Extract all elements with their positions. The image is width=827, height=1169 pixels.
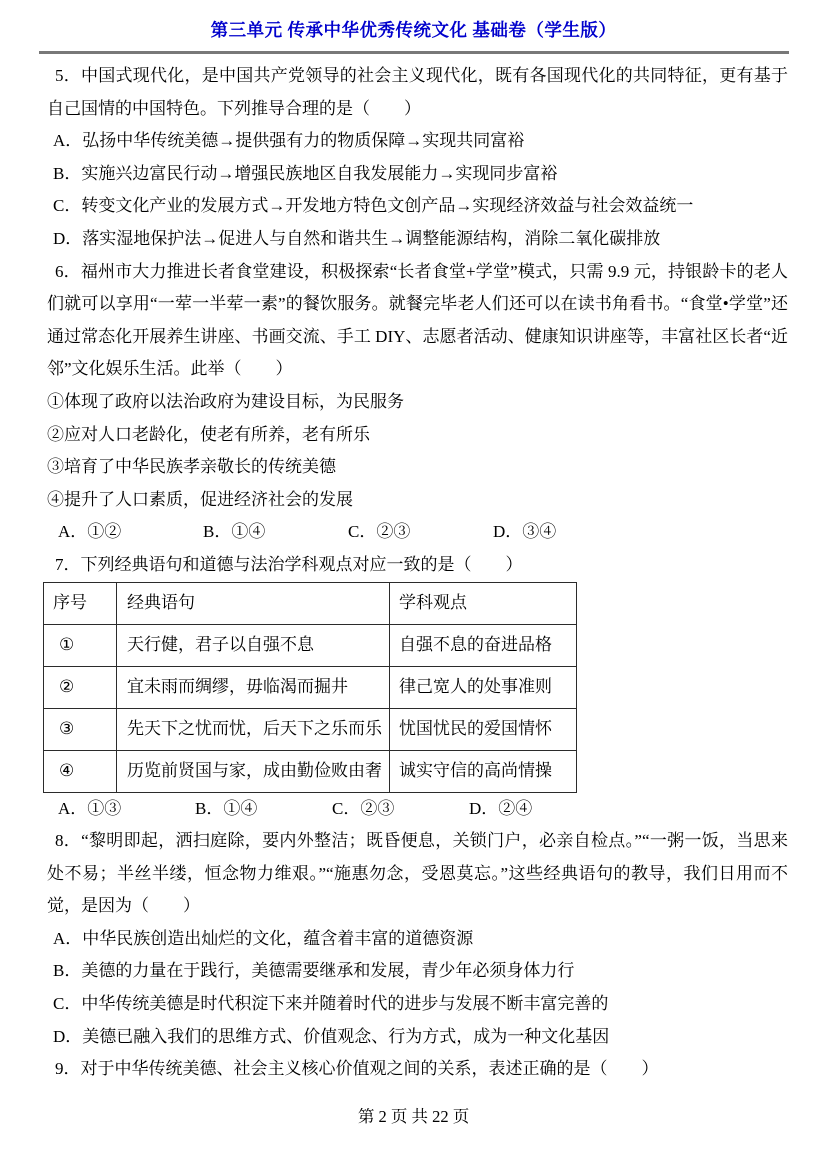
table-cell-quote: 天行健，君子以自强不息 [117, 624, 390, 666]
page-number-footer: 第 2 页 共 22 页 [357, 1106, 470, 1126]
table-cell-number: ① [44, 624, 117, 666]
question-6-option-d: D．③④ [493, 522, 557, 542]
table-cell-number: ④ [44, 750, 117, 792]
table-row [44, 750, 577, 792]
table-row [44, 624, 577, 666]
question-6-option-c: C．②③ [348, 522, 411, 542]
table-cell-quote: 历览前贤国与家，成由勤俭败由奢 [117, 750, 390, 792]
table-header-viewpoint: 学科观点 [390, 582, 577, 624]
exam-content [0, 54, 827, 1086]
table-cell-number: ② [44, 666, 117, 708]
question-6-option-row [47, 516, 788, 549]
table-header-row [44, 582, 577, 624]
question-8-option-a: A．中华民族创造出灿烂的文化，蕴含着丰富的道德资源 [53, 928, 474, 948]
question-6-statement-4: ④提升了人口素质，促进经济社会的发展 [47, 489, 353, 509]
table-header-quote: 经典语句 [117, 582, 390, 624]
question-5-option-b: B．实施兴边富民行动→增强民族地区自我发展能力→实现同步富裕 [53, 163, 558, 183]
page-title: 第三单元 传承中华优秀传统文化 基础卷（学生版） [210, 20, 617, 40]
table-cell-viewpoint: 诚实守信的高尚情操 [390, 750, 577, 792]
question-6-statement-3: ③培育了中华民族孝亲敬长的传统美德 [47, 457, 336, 477]
question-5-stem: 5．中国式现代化，是中国共产党领导的社会主义现代化，既有各国现代化的共同特征，更有基于自己国情的中国特色。下列推导合理的是（ ） [47, 66, 788, 118]
question-6-statement-2: ②应对人口老龄化，使老有所养，老有所乐 [47, 424, 370, 444]
question-7-table [43, 582, 577, 793]
question-8-option-b: B．美德的力量在于践行，美德需要继承和发展，青少年必须身体力行 [53, 961, 575, 981]
table-cell-number: ③ [44, 708, 117, 750]
question-7-option-d: D．②④ [469, 798, 533, 818]
table-header-number: 序号 [44, 582, 117, 624]
table-cell-viewpoint: 律己宽人的处事准则 [390, 666, 577, 708]
question-7-option-row [47, 793, 788, 826]
question-6-option-b: B．①④ [203, 522, 266, 542]
question-6-option-a: A．①② [58, 522, 122, 542]
question-5-option-d: D．落实湿地保护法→促进人与自然和谐共生→调整能源结构，消除二氧化碳排放 [53, 228, 661, 248]
question-8-option-c: C．中华传统美德是时代积淀下来并随着时代的进步与发展不断丰富完善的 [53, 994, 609, 1014]
question-6-statement-1: ①体现了政府以法治政府为建设目标，为民服务 [47, 391, 404, 411]
question-8-stem: 8．“黎明即起，洒扫庭除，要内外整洁；既昏便息，关锁门户，必亲自检点。”“一粥一饭，当思来处不易；半丝半缕，恒念物力维艰。”“施惠勿念，受恩莫忘。”这些经典语句的教导，我们日用而不觉，是因为（ ） [47, 831, 788, 916]
table-cell-quote: 先天下之忧而忧，后天下之乐而乐 [117, 708, 390, 750]
table-row [44, 708, 577, 750]
question-7-option-b: B．①④ [195, 798, 258, 818]
question-9-stem: 9．对于中华传统美德、社会主义核心价值观之间的关系，表述正确的是（ ） [55, 1059, 659, 1079]
table-row [44, 666, 577, 708]
question-7-option-a: A．①③ [58, 798, 122, 818]
question-5-option-c: C．转变文化产业的发展方式→开发地方特色文创产品→实现经济效益与社会效益统一 [53, 196, 694, 216]
table-cell-viewpoint: 忧国忧民的爱国情怀 [390, 708, 577, 750]
question-7-stem: 7．下列经典语句和道德与法治学科观点对应一致的是（ ） [55, 554, 523, 574]
table-cell-viewpoint: 自强不息的奋进品格 [390, 624, 577, 666]
question-7-option-c: C．②③ [332, 798, 395, 818]
question-6-stem: 6．福州市大力推进长者食堂建设，积极探索“长者食堂+学堂”模式，只需 9.9 元，持银龄卡的老人们就可以享用“一荤一半荤一素”的餐饮服务。就餐完毕老人们还可以在读书角看书。“食堂•学堂”还通过常态化开展养生讲座、书画交流、手工 DIY、志愿者活动、健康知识讲座等，丰富社区长者“近邻”文化娱乐生活。此举（ ） [47, 261, 788, 379]
table-cell-quote: 宜未雨而绸缪，毋临渴而掘井 [117, 666, 390, 708]
question-5-option-a: A．弘扬中华传统美德→提供强有力的物质保障→实现共同富裕 [53, 131, 525, 151]
question-8-option-d: D．美德已融入我们的思维方式、价值观念、行为方式，成为一种文化基因 [53, 1026, 610, 1046]
